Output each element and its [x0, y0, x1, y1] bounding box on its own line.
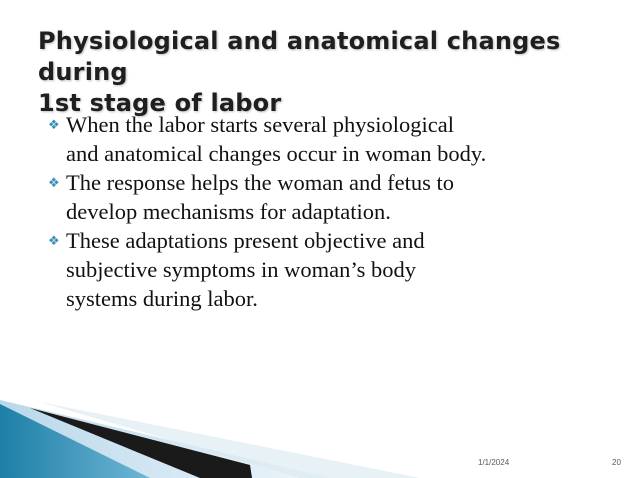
slide-date: 1/1/2024: [478, 458, 510, 467]
slide-title: [38, 26, 618, 119]
bullet-item-2: [48, 168, 618, 226]
bullet-text: and anatomical changes occur in woman body.: [66, 141, 487, 166]
bullet-item-3: [48, 226, 618, 313]
bullet-item-1: [48, 110, 618, 168]
bullet-text: systems during labor.: [66, 286, 258, 311]
bullet-text: develop mechanisms for adaptation.: [66, 199, 391, 224]
bullet-list: [48, 110, 618, 313]
title-line-2: 1st stage of labor: [38, 89, 282, 117]
bullet-text: When the labor starts several physiological: [66, 112, 455, 137]
bullet-text: The response helps the woman and fetus to: [66, 170, 455, 195]
bullet-text: These adaptations present objective and: [66, 228, 425, 253]
diamond-bullet-icon: ❖: [48, 118, 60, 133]
slide-number: 20: [612, 458, 621, 467]
title-line-1: Physiological and anatomical changes during: [38, 27, 561, 86]
diamond-bullet-icon: ❖: [48, 234, 60, 249]
diamond-bullet-icon: ❖: [48, 176, 60, 191]
bullet-text: subjective symptoms in woman’s body: [66, 257, 416, 282]
